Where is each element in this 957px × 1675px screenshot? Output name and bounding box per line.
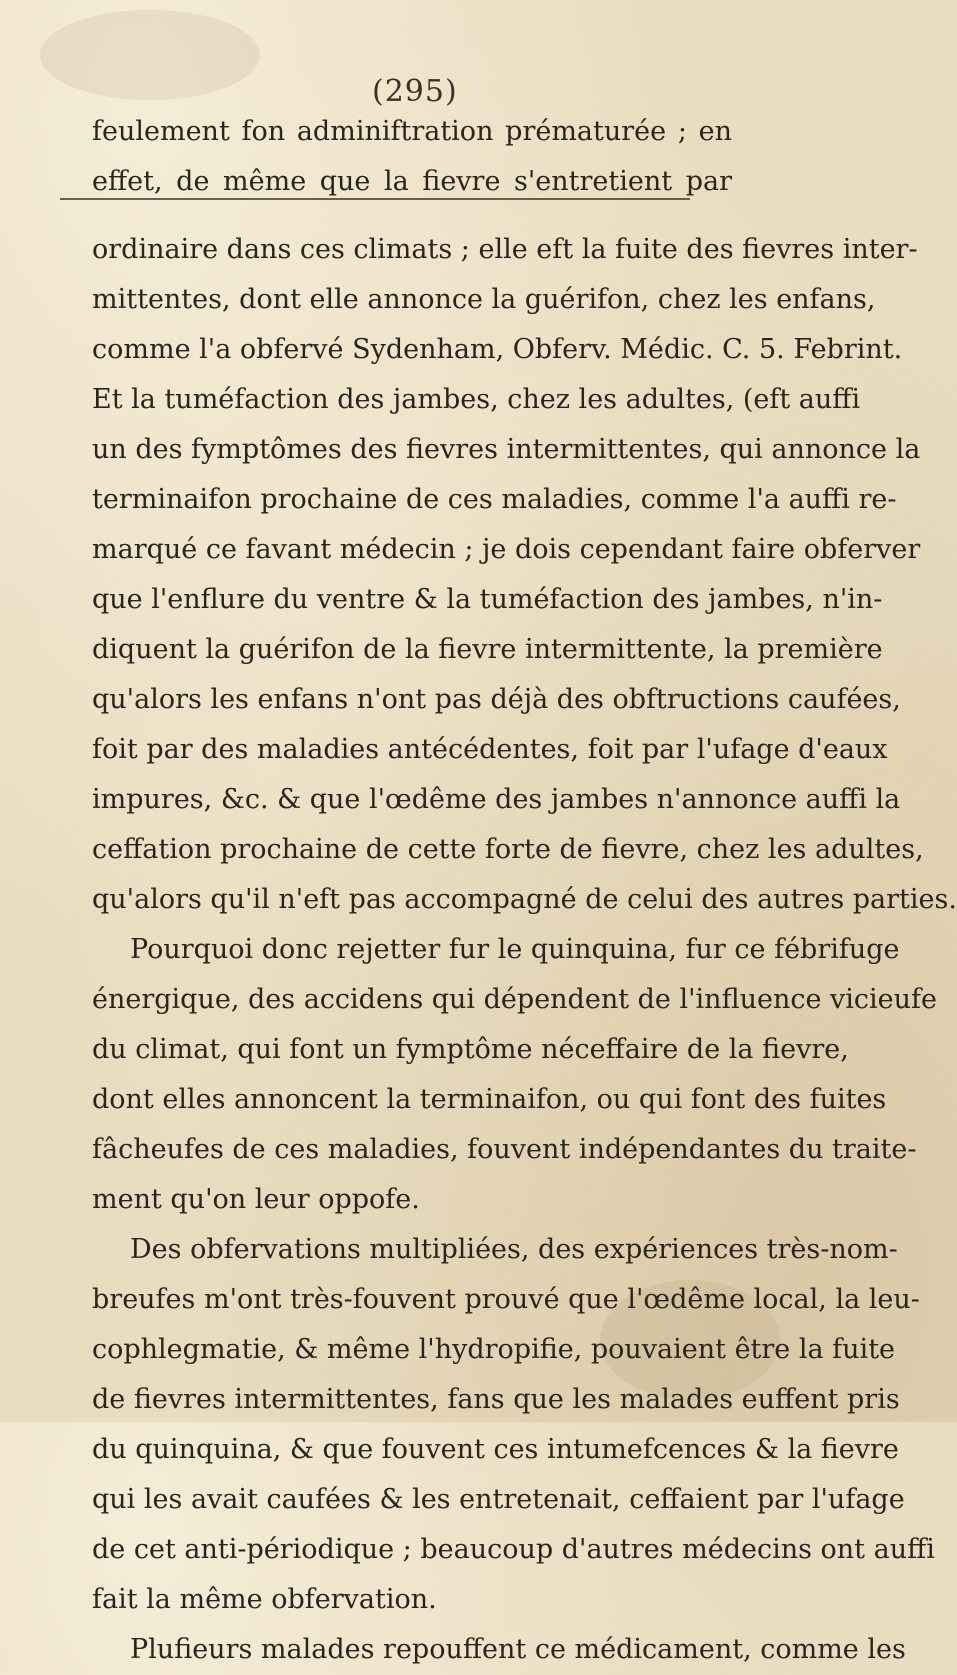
text-line: feulement fon adminiftration prématurée ; en xyxy=(92,116,732,147)
text-line: marqué ce favant médecin ; je dois cependant faire obferver xyxy=(92,534,921,565)
text-line: dont elles annoncent la terminaifon, ou qui font des fuites xyxy=(92,1084,887,1115)
text-line: fâcheufes de ces maladies, fouvent indépendantes du traite- xyxy=(92,1134,917,1165)
text-line: qu'alors les enfans n'ont pas déjà des obftructions caufées, xyxy=(92,684,901,715)
text-line: ceffation prochaine de cette forte de fievre, chez les adultes, xyxy=(92,834,924,865)
text-line: effet, de même que la fievre s'entretient par xyxy=(92,166,732,197)
text-line: breufes m'ont très-fouvent prouvé que l'œdême local, la leu- xyxy=(92,1284,920,1315)
text-line: foit par des maladies antécédentes, foit par l'ufage d'eaux xyxy=(92,734,888,765)
text-line: mittentes, dont elle annonce la guérifon, chez les enfans, xyxy=(92,284,876,315)
text-line: ment qu'on leur oppofe. xyxy=(92,1184,420,1215)
text-line: de fievres intermittentes, fans que les malades euffent pris xyxy=(92,1384,900,1415)
text-line: Et la tuméfaction des jambes, chez les adultes, (eft auffi xyxy=(92,384,861,415)
page-number: (295) xyxy=(372,74,458,109)
text-line: diquent la guérifon de la fievre intermittente, la première xyxy=(92,634,883,665)
text-line: du quinquina, & que fouvent ces intumefcences & la fievre xyxy=(92,1434,899,1465)
text-line: fait la même obfervation. xyxy=(92,1584,437,1615)
text-line: qu'alors qu'il n'eft pas accompagné de celui des autres parties. xyxy=(92,884,957,915)
text-line: terminaifon prochaine de ces maladies, comme l'a auffi re- xyxy=(92,484,897,515)
text-line: qui les avait caufées & les entretenait, ceffaient par l'ufage xyxy=(92,1484,905,1515)
text-line: cophlegmatie, & même l'hydropifie, pouvaient être la fuite xyxy=(92,1334,896,1365)
text-line: énergique, des accidens qui dépendent de l'influence vicieufe xyxy=(92,984,938,1015)
text-line: Des obfervations multipliées, des expériences très-nom- xyxy=(130,1234,898,1265)
fold-line xyxy=(60,198,690,200)
text-line: que l'enflure du ventre & la tuméfaction des jambes, n'in- xyxy=(92,584,883,615)
text-line: Pourquoi donc rejetter fur le quinquina, fur ce fébrifuge xyxy=(130,934,900,965)
text-line: de cet anti-périodique ; beaucoup d'autres médecins ont auffi xyxy=(92,1534,935,1565)
text-line: comme l'a obfervé Sydenham, Obferv. Médic. C. 5. Febrint. xyxy=(92,334,903,365)
text-line: ordinaire dans ces climats ; elle eft la fuite des fievres inter- xyxy=(92,234,918,265)
text-line: impures, &c. & que l'œdême des jambes n'annonce auffi la xyxy=(92,784,901,815)
paper-stain xyxy=(40,10,260,100)
text-line: un des fymptômes des fievres intermittentes, qui annonce la xyxy=(92,434,921,465)
main-text xyxy=(92,225,957,1675)
text-line: Plufieurs malades repouffent ce médicament, comme les xyxy=(130,1634,906,1665)
top-paragraph xyxy=(92,107,732,207)
text-line: du climat, qui font un fymptôme néceffaire de la fievre, xyxy=(92,1034,849,1065)
